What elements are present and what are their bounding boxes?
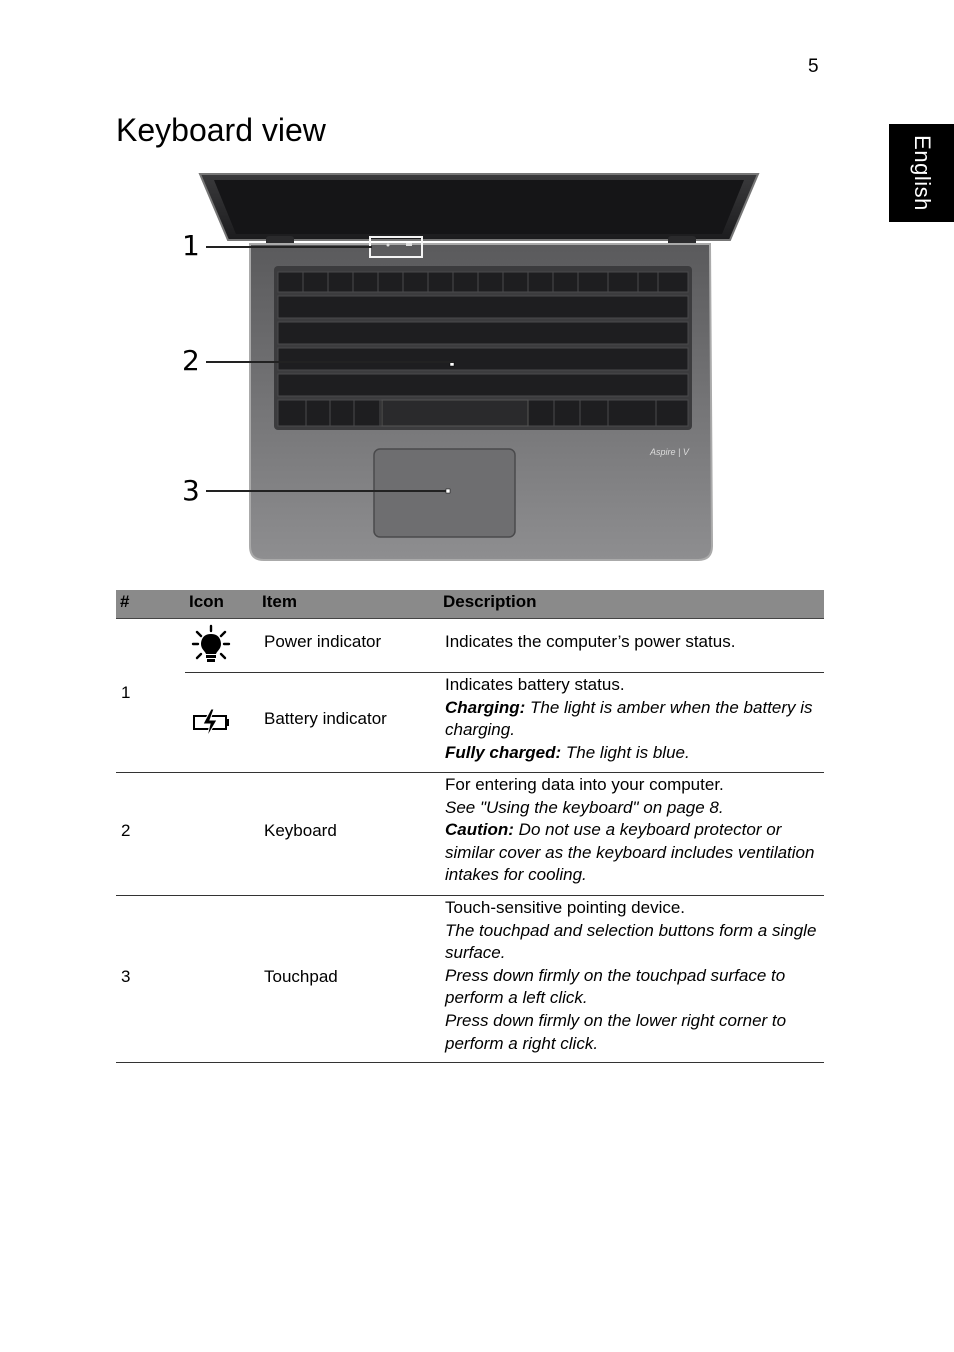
touchpad-surface-line: The touchpad and selection buttons form a single surface.: [445, 920, 817, 963]
callout-1: 1: [182, 229, 200, 262]
row-divider: [116, 772, 824, 773]
laptop-illustration: [170, 168, 790, 578]
table-bottom-rule: [116, 1062, 824, 1063]
row-number: 1: [121, 683, 131, 702]
row-divider: [116, 895, 824, 896]
battery-indicator-icon: [192, 708, 232, 738]
page-number: 5: [808, 56, 819, 77]
keyboard-reference-line: See "Using the keyboard" on page 8.: [445, 797, 724, 817]
touchpad-desc-line: Touch-sensitive pointing device.: [445, 898, 686, 917]
fully-charged-text: The light is blue.: [561, 742, 690, 762]
language-tab-label: English: [909, 135, 935, 211]
header-number: #: [120, 592, 130, 611]
row-number: 2: [121, 821, 131, 840]
row-number: 3: [121, 967, 131, 986]
charging-label: Charging:: [445, 697, 526, 717]
battery-status-line: Indicates battery status.: [445, 675, 625, 694]
keyboard-caution-line: [445, 819, 823, 887]
callout-3: 3: [182, 474, 200, 507]
page-title: Keyboard view: [116, 112, 326, 148]
language-tab: [889, 124, 954, 222]
touchpad-left-click-line: Press down firmly on the touchpad surface to perform a left click.: [445, 965, 786, 1008]
caution-label: Caution:: [445, 820, 514, 840]
charging-text: The light is amber when the battery is charging.: [445, 697, 813, 740]
callout-3-line: [206, 490, 446, 492]
keyboard-view-figure: [170, 168, 790, 578]
callout-1-line: [206, 246, 372, 248]
power-indicator-item: Power indicator: [264, 632, 382, 651]
touchpad-right-click-line: Press down firmly on the lower right corner to perform a right click.: [445, 1010, 787, 1053]
power-indicator-description: Indicates the computer’s power status.: [445, 632, 736, 651]
battery-full-line: [445, 742, 823, 765]
brand-label: Aspire | V: [650, 447, 689, 457]
keyboard-item: Keyboard: [264, 821, 337, 840]
header-item: Item: [262, 592, 297, 611]
table-header: [116, 590, 824, 619]
components-table: [116, 590, 824, 619]
fully-charged-label: Fully charged:: [445, 742, 562, 762]
touchpad-description: [445, 897, 823, 1055]
touchpad-item: Touchpad: [264, 967, 338, 986]
battery-indicator-item: Battery indicator: [264, 709, 387, 728]
callout-2: 2: [182, 344, 200, 377]
header-icon: Icon: [189, 592, 224, 611]
header-description: Description: [443, 592, 537, 611]
battery-indicator-description: [445, 674, 823, 764]
keyboard-desc-line: For entering data into your computer.: [445, 775, 724, 794]
battery-charging-line: [445, 697, 823, 742]
callout-2-line: [206, 361, 454, 363]
power-indicator-icon: [191, 624, 231, 666]
caution-text: Do not use a keyboard protector or similar cover as the keyboard includes ventilation intakes for cooling.: [445, 820, 815, 885]
keyboard-description: [445, 774, 823, 887]
row-divider: [185, 672, 824, 673]
